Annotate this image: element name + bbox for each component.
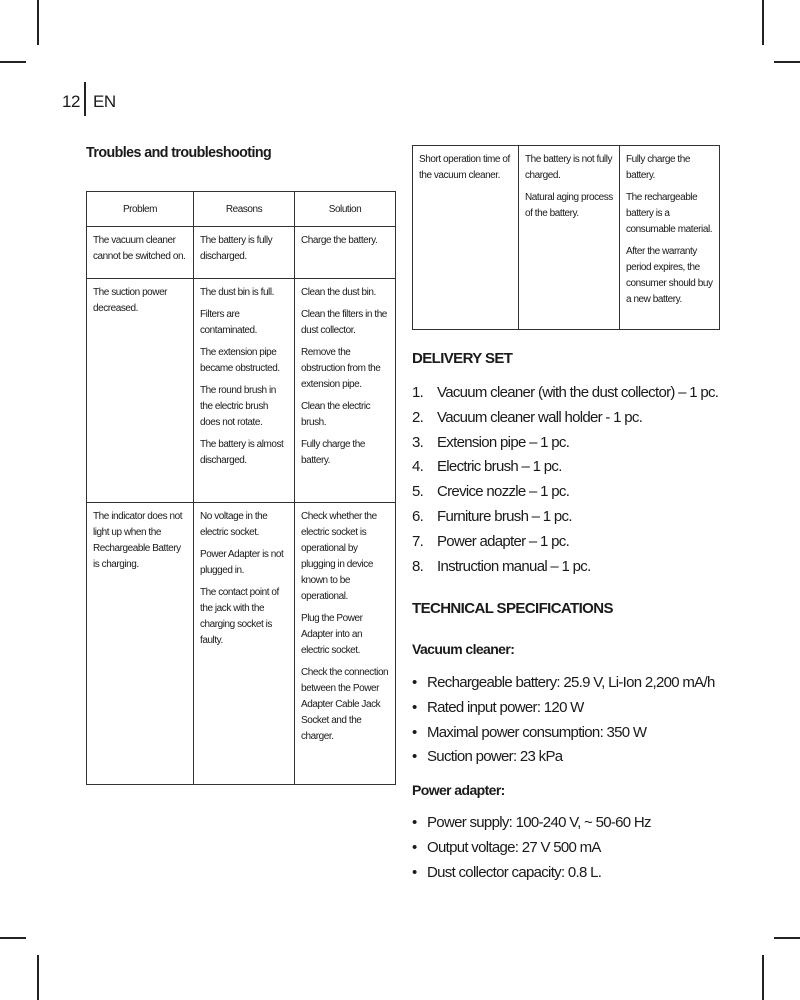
list-item (412, 811, 651, 836)
list-item (412, 745, 715, 770)
item-number: 6. (412, 507, 424, 525)
solution-text: The rechargeable battery is a consumable material. (626, 192, 713, 235)
list-item (412, 836, 651, 861)
problem-cell (87, 227, 194, 279)
solution-text: Check the connection between the Power Adapter Cable Jack Socket and the charger. (301, 667, 389, 742)
table-header-row (87, 192, 396, 227)
item-number: 1. (412, 384, 424, 401)
problem-text: The suction power decreased. (93, 287, 168, 314)
problem-cell (413, 146, 519, 330)
reasons-cell (194, 227, 295, 279)
list-item (412, 671, 715, 696)
page-divider (84, 82, 86, 116)
spec-text: Suction power: 23 kPa (427, 748, 563, 766)
list-item (412, 530, 718, 555)
crop-mark (774, 937, 800, 939)
problem-text: Short operation time of the vacuum cleaner. (419, 154, 510, 181)
solution-text: Remove the obstruction from the extension pipe. (301, 347, 381, 390)
solution-cell (295, 279, 396, 503)
reason-text: The battery is not fully charged. (525, 154, 613, 181)
crop-mark (0, 937, 26, 939)
list-item (412, 480, 718, 505)
problem-cell (87, 279, 194, 503)
reason-text: The dust bin is full. (200, 287, 274, 298)
list-item (412, 431, 718, 456)
reason-text: The round brush in the electric brush does not rotate. (200, 385, 276, 428)
tech-specs-title: TECHNICAL SPECIFICATIONS (412, 600, 613, 617)
crop-mark (774, 61, 800, 63)
spec-text: Power supply: 100-240 V, ~ 50-60 Hz (427, 814, 651, 831)
header-reasons: Reasons (194, 192, 295, 227)
bullet-icon: • (412, 863, 417, 881)
reason-text: The contact point of the jack with the charging socket is faulty. (200, 587, 279, 646)
troubleshooting-title: Troubles and troubleshooting (86, 144, 272, 161)
delivery-set-title: DELIVERY SET (412, 350, 513, 367)
list-item (412, 861, 651, 886)
adapter-specs-list (412, 811, 651, 885)
list-item (412, 505, 718, 530)
item-number: 8. (412, 557, 424, 575)
item-text: Power adapter – 1 pc. (437, 532, 570, 550)
bullet-icon: • (412, 674, 417, 691)
solution-text: Fully charge the battery. (626, 154, 690, 181)
problem-text: The indicator does not light up when the Rechargeable Battery is charging. (93, 511, 183, 570)
list-item (412, 455, 718, 480)
crop-mark (762, 955, 764, 1000)
list-item (412, 555, 718, 580)
problem-text: The vacuum cleaner cannot be switched on. (93, 235, 186, 262)
item-number: 2. (412, 408, 424, 426)
solution-cell (295, 503, 396, 785)
reasons-cell (519, 146, 620, 330)
reason-text: The extension pipe became obstructed. (200, 347, 280, 374)
spec-text: Rated input power: 120 W (427, 698, 584, 716)
item-text: Electric brush – 1 pc. (437, 458, 562, 476)
item-text: Extension pipe – 1 pc. (437, 433, 570, 451)
problem-cell (87, 503, 194, 785)
solution-text: Check whether the electric socket is operational by plugging in device known to be operational. (301, 511, 377, 602)
list-item (412, 406, 718, 431)
bullet-icon: • (412, 698, 417, 716)
header-problem: Problem (87, 192, 194, 227)
solution-text: Fully charge the battery. (301, 439, 365, 466)
delivery-list (412, 381, 718, 579)
reason-text: No voltage in the electric socket. (200, 511, 268, 538)
bullet-icon: • (412, 748, 417, 766)
troubleshooting-table-continued (412, 145, 720, 330)
vacuum-specs-title: Vacuum cleaner: (412, 641, 515, 657)
solution-text: After the warranty period expires, the consumer should buy a new battery. (626, 246, 713, 305)
solution-cell (620, 146, 720, 330)
solution-text: Plug the Power Adapter into an electric socket. (301, 613, 363, 656)
solution-text: Clean the dust bin. (301, 287, 376, 298)
header-solution: Solution (295, 192, 396, 227)
reason-text: Filters are contaminated. (200, 309, 257, 336)
reason-text: Power Adapter is not plugged in. (200, 549, 284, 576)
solution-text: Charge the battery. (301, 235, 378, 246)
troubleshooting-table (86, 191, 396, 785)
crop-mark (0, 61, 26, 63)
solution-cell (295, 227, 396, 279)
crop-mark (37, 0, 39, 45)
solution-text: Clean the filters in the dust collector. (301, 309, 387, 336)
spec-text: Maximal power consumption: 350 W (427, 723, 647, 741)
item-number: 3. (412, 433, 424, 451)
item-number: 5. (412, 483, 424, 501)
list-item (412, 381, 718, 406)
crop-mark (762, 0, 764, 45)
item-text: Vacuum cleaner (with the dust collector) – 1 pc. (437, 384, 719, 401)
reasons-cell (194, 279, 295, 503)
bullet-icon: • (412, 838, 417, 856)
reason-text: The battery is almost discharged. (200, 439, 284, 466)
item-text: Crevice nozzle – 1 pc. (437, 483, 570, 501)
spec-text: Rechargeable battery: 25.9 V, Li-Ion 2,200 mA/h (427, 674, 715, 691)
item-number: 4. (412, 458, 424, 476)
page-number: 12 (62, 92, 80, 111)
list-item (412, 721, 715, 746)
item-text: Vacuum cleaner wall holder - 1 pc. (437, 408, 643, 426)
reason-text: The battery is fully discharged. (200, 235, 273, 262)
table-row (413, 146, 720, 330)
spec-text: Output voltage: 27 V 500 mA (427, 838, 601, 856)
page-language: EN (93, 92, 116, 111)
item-text: Instruction manual – 1 pc. (437, 557, 591, 575)
table-row (87, 279, 396, 503)
spec-text: Dust collector capacity: 0.8 L. (427, 863, 602, 881)
bullet-icon: • (412, 723, 417, 741)
vacuum-specs-list (412, 671, 715, 770)
item-text: Furniture brush – 1 pc. (437, 507, 572, 525)
list-item (412, 696, 715, 721)
bullet-icon: • (412, 814, 417, 831)
item-number: 7. (412, 532, 424, 550)
table-row (87, 503, 396, 785)
table-row (87, 227, 396, 279)
reason-text: Natural aging process of the battery. (525, 192, 613, 219)
reasons-cell (194, 503, 295, 785)
adapter-specs-title: Power adapter: (412, 782, 505, 798)
solution-text: Clean the electric brush. (301, 401, 371, 428)
crop-mark (37, 955, 39, 1000)
